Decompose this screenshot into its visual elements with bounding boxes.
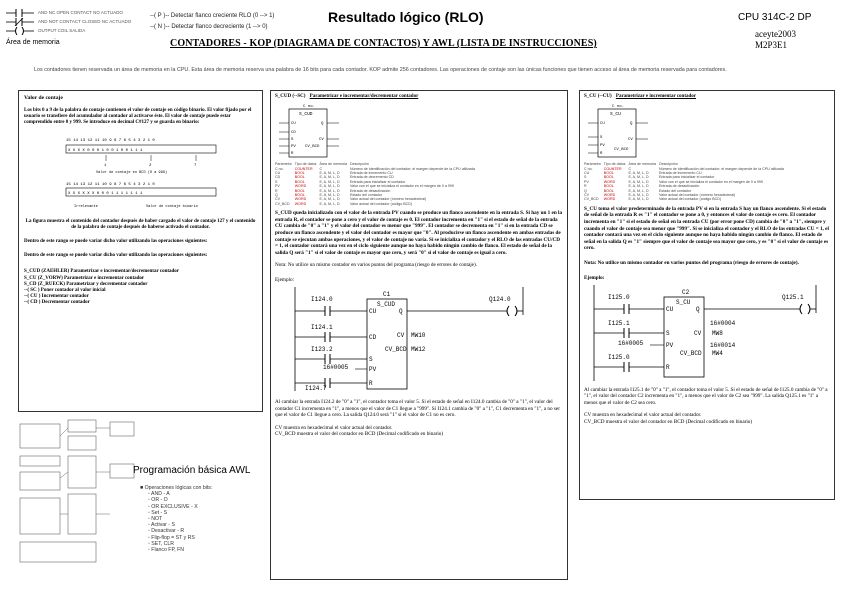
pin-label: CV_BCD	[305, 145, 320, 150]
paragraph: S_CU toma el valor predeterminado de la entrada PV si en la entrada S hay un flanco ascendente. Si el estado de señal de la entrada R es "1" el contador se pone a 0, y entonces el valor de contaje es cero. El contador incrementa en "1" si el estado de señal en la entrada CU (por error pone CD) cambia de "0" a "1", siempre y cuando el valor de contaje sea menor que "999". Si se inicializa el contador y el RLO de las entradas CU = 1, el contador contará una vez en el ciclo siguiente aunque no haya habido ningún cambio de flanco. El estado de señal en la salida Q es "1" siempre que el valor de contaje sea mayor que cero, y es "0" si el valor de contaje es cero.	[584, 205, 829, 252]
cell: C	[628, 166, 632, 171]
list-item-text: AND - A	[151, 491, 170, 498]
cell: BOOL	[603, 175, 614, 180]
block-c-label: C no.	[612, 105, 625, 110]
cell: E, A, M, L, D	[319, 188, 340, 193]
input-address: I125.0	[608, 293, 630, 301]
cell: BOOL	[603, 188, 614, 193]
pin-label: CV	[628, 138, 633, 143]
list-item-text: Desactivar - R	[151, 528, 185, 535]
author: aceyte2003	[755, 29, 796, 39]
list-item-text: Flip-flop = ST y RS	[151, 534, 195, 541]
svg-text:Valor de contaje en BCD (0 a 9: Valor de contaje en BCD (0 a 999)	[96, 170, 168, 175]
input-address: I125.1	[608, 319, 630, 327]
pin-label: CU	[369, 308, 377, 316]
pin-label: CV_BCD	[614, 148, 629, 153]
paragraph: Al cambiar la entrada I125.1 de "0" a "1", el contador toma el valor 5. Si el estado de señal de I125.0 cambia de "0" a "1", el valor del contador C2 incrementa en "1", a menos que el valor de C2 sea "999". La salida Q125.1 es "1" a menos que el valor de C2 sea cero.	[584, 386, 828, 406]
flank-n: --( N )-- Detectar flanco decreciente (1 --> 0)	[150, 24, 268, 30]
list-item: --( CU ) Incrementar contador	[24, 294, 89, 300]
list-item: ◦ OR EXCLUSIVE - X	[148, 503, 198, 510]
list-item-text: Set - S	[151, 509, 168, 516]
pin-label: Q	[630, 122, 633, 127]
cell: WORD	[294, 197, 307, 202]
cell: Entrada para inicializar el contador	[659, 175, 715, 180]
list-item: S_CU (Z_VORW) Parametrizar e incrementar contador	[24, 275, 145, 281]
cell: R	[275, 188, 278, 193]
cell: CD	[275, 175, 281, 180]
pin-label: CV	[319, 138, 324, 143]
input-address: I123.2	[311, 346, 333, 354]
header-cell: Tipo de datos	[603, 162, 626, 167]
intro-text: Los contadores tienen reservada un área de memoria en la CPU. Esta área de memoria reserva una palabra de 16 bits para cada contador. KOP admite 256 contadores. Las operaciones de contaje son las únicas funciones que tienen acceso al área de memoria reservada para contadores.	[34, 67, 727, 73]
cell: Valor actual del contador (código BCD)	[350, 201, 413, 206]
svg-text:X X X X 0 0 0 1 0 0 1 0 0 1 1: X X X X 0 0 0 1 0 0 1 0 0 1 1 1	[68, 148, 143, 153]
svg-text:7: 7	[194, 163, 197, 168]
cell: E, A, M, L, D	[319, 175, 340, 180]
cell: C	[319, 166, 323, 171]
pin-label: R	[666, 363, 670, 371]
svg-text:X X X X X X 0 0 0 1 1 1 1 1 1: X X X X X X 0 0 0 1 1 1 1 1 1 1	[68, 191, 143, 196]
cell: Entrada de incremento CU	[659, 171, 702, 176]
s-cud-panel	[270, 90, 568, 580]
list-item: ◦ Set - S	[148, 509, 168, 516]
list-intro: ■ Operaciones lógicas con bits:	[140, 485, 213, 491]
paragraph: Al cambiar la entrada I124.2 de "0" a "1", el contador toma el valor 5. Si el estado de señal en I124.0 cambia de "0" a "1", el valor del contador C1 incrementa en "1", a menos que el valor de C1 llegue a "999". Si I124.1 cambia de "0" a "1", C1 decrementa en "1", a no ser que el valor de C1 llegue a cero. La salida Q124.0 será "1" si el valor de C1 no es cero.	[275, 399, 560, 419]
cell: E, A, M, L, D	[628, 197, 649, 202]
cell: E, A, M, L, D	[319, 184, 340, 189]
paragraph: Los bits 0 a 9 de la palabra de contaje contienen el valor de contaje en código binario. El valor fijado por el usuario se transfiere del acumulador al contador al activarse éste. El valor de contaje puede estar comprendido entre 0 y 999. Se introduce en decimal C#127 y se guarda en binario:	[24, 108, 252, 126]
cell: Entrada para inicializar el contador	[350, 179, 406, 184]
cell: WORD	[294, 201, 307, 206]
svg-text:15 14 13 12 11 10 9 8 7 6: 15 14 13 12 11 10 9 8 7 6 5 4 3 2 1 0	[66, 138, 155, 143]
pin-label: PV	[291, 145, 296, 150]
table-row	[584, 197, 787, 201]
pin-label: CD	[291, 131, 296, 136]
list-item: ◦ OR - O	[148, 497, 168, 504]
cell: BOOL	[603, 171, 614, 176]
block-name: S_CU	[610, 112, 621, 118]
section-heading	[275, 94, 563, 100]
pin-label: CU	[600, 122, 605, 127]
output-address: Q125.1	[782, 293, 804, 301]
svg-text:2: 2	[149, 163, 152, 168]
input-address: I124.0	[311, 296, 333, 304]
cv-address: MW10	[411, 332, 426, 340]
instruction-desc: Parametrizar e incrementar/decrementar contador	[309, 94, 419, 99]
no-contact-icon	[6, 9, 34, 17]
cell: Valor actual del contador (número hexadecimal)	[350, 197, 427, 202]
pin-label: Q	[696, 305, 700, 313]
preset-value: 16#0005	[323, 364, 349, 372]
svg-text:Valor de contaje binario: Valor de contaje binario	[146, 204, 198, 209]
table-row	[275, 184, 478, 188]
cell: CV	[584, 193, 589, 198]
legend-row-nc	[6, 17, 146, 26]
preset-value: 16#0005	[618, 339, 644, 347]
cell: BOOL	[603, 184, 614, 189]
pin-label: CD	[369, 334, 377, 342]
input-address: I125.0	[608, 353, 630, 361]
header-cell: Área de memoria	[628, 162, 657, 167]
svg-text:15 14 13 12 11 10 9 8 7 6: 15 14 13 12 11 10 9 8 7 6 5 4 3 2 1 0	[66, 182, 155, 187]
cell: Estado del contador	[350, 193, 382, 198]
block-name: S_CUD	[299, 112, 313, 118]
legend-text: AND NC OPEN CONTACT NO ACTUADO	[38, 9, 123, 15]
list-item-text: Flanco FP, FN	[151, 547, 185, 554]
output-address: Q124.0	[489, 296, 511, 304]
list-item: ◦ Flip-flop = ST y RS	[148, 534, 195, 541]
legend-text: AND NOT CONTACT CLOSED NC ACTUADO	[38, 18, 132, 24]
cell: C no.	[275, 166, 284, 171]
cell: Valor actual del contador (código BCD)	[659, 197, 722, 202]
header-cell: Área de memoria	[319, 162, 348, 167]
cv-value: 16#0004	[710, 319, 736, 327]
cv-address: MW8	[712, 329, 723, 337]
list-item: S_CUD (ZAEHLER) Parametrizar e incrementar/decrementar contador	[24, 269, 180, 275]
params-table	[275, 162, 478, 206]
cell: CV_BCD	[275, 201, 290, 206]
pin-label: CV	[694, 329, 702, 337]
group-code: M2P3E1	[755, 40, 788, 50]
s-cu-block-diagram	[588, 102, 668, 160]
cell: Entrada de desactivación	[350, 188, 391, 193]
cell: Número de identificación del contador; el margen depende de la CPU utilizada	[659, 166, 784, 171]
cell: E, A, M, L, D	[628, 184, 649, 189]
header-cell: Parámetro	[584, 162, 601, 167]
list-item-text: OR EXCLUSIVE - X	[151, 503, 198, 510]
cell: COUNTER	[294, 166, 313, 171]
header-cell: Descripción	[350, 162, 369, 167]
cell: E, A, M, L, D	[628, 175, 649, 180]
pin-label: PV	[600, 144, 605, 149]
list-item-text: NOT	[151, 516, 163, 523]
cell: Entrada de incremento CU	[350, 171, 393, 176]
cell: C no.	[584, 166, 593, 171]
pin-label: CU	[666, 305, 674, 313]
coil-icon	[6, 27, 34, 35]
input-address: I124.1	[311, 324, 333, 332]
cell: WORD	[603, 179, 616, 184]
cell: PV	[584, 179, 589, 184]
pin-label: S	[600, 136, 603, 141]
cell: CV_BCD	[584, 197, 599, 202]
paragraph: La figura muestra el contenido del contador después de haber cargado el valor de contaje 127 y el contenido de la palabra de contaje después de haberse activado el contador.	[25, 218, 256, 230]
table-row	[275, 202, 478, 206]
cell: E, A, M, L, D	[628, 193, 649, 198]
header-cell: Parámetro	[275, 162, 292, 167]
list-item: ◦ Flanco FP, FN	[148, 547, 185, 554]
valor-contaje-panel	[18, 90, 263, 412]
flank-p: --( P )-- Detectar flanco creciente RLO (0 --> 1)	[150, 13, 275, 19]
pin-label: PV	[369, 366, 377, 374]
list-item: ◦ Activar - S	[148, 522, 175, 529]
header-cell: Descripción	[659, 162, 678, 167]
pin-label: CV_BCD	[385, 346, 407, 354]
block-name: S_CUD	[377, 301, 396, 309]
cell: S	[275, 179, 278, 184]
cell: Valor actual del contador (número hexadecimal)	[659, 193, 736, 198]
s-cu-panel	[579, 90, 835, 500]
cell: E, A, M, L, D	[319, 197, 340, 202]
cell: BOOL	[294, 188, 305, 193]
pin-label: CV	[397, 332, 405, 340]
cell: WORD	[603, 197, 616, 202]
page-title: Resultado lógico (RLO)	[328, 9, 484, 25]
area-memoria: Área de memoria	[6, 39, 60, 46]
params-table	[584, 162, 787, 202]
cell: CV	[275, 197, 280, 202]
note: Nota: No utilice un mismo contador en varios puntos del programa (riesgo de errores de contaje).	[275, 262, 477, 269]
example-label: Ejemplo:	[275, 277, 295, 284]
pin-label: R	[291, 152, 294, 157]
cell: Entrada de desactivación	[659, 184, 700, 189]
counter-id: C1	[383, 291, 391, 299]
cell: CU	[584, 171, 590, 176]
cell: Valor con el que se inicializa el contador en el margen de 0 a 999	[350, 184, 454, 189]
cvbcd-value: 16#0014	[710, 341, 736, 349]
section-heading: Valor de contaje	[24, 95, 63, 101]
paragraph: CV muestra en hexadecimal el valor actual del contador. CV_BCD muestra el valor del contador en BCD (Decimal codificado en binario)	[275, 424, 444, 438]
list-item: ◦ AND - A	[148, 491, 170, 498]
cell: Entrada de decremento CD	[350, 175, 394, 180]
cell: Número de identificación del contador; el margen depende de la CPU utilizada	[350, 166, 475, 171]
pin-label: S	[291, 138, 294, 143]
paragraph: CV muestra en hexadecimal el valor actual del contador. CV_BCD muestra el valor del contador en BCD (Decimal codificado en binario)	[584, 412, 753, 425]
cell: E, A, M, L, D	[628, 188, 649, 193]
list-intro-text: Operaciones lógicas con bits:	[144, 485, 213, 491]
cell: Q	[584, 188, 587, 193]
pin-label: CU	[291, 122, 296, 127]
counter-id: C2	[682, 288, 690, 296]
paragraph: Dentro de este rango se puede variar dicho valor utilizando las operaciones siguientes:	[24, 239, 208, 245]
paragraph: S_CUD queda inicializado con el valor de la entrada PV cuando se produce un flanco ascendente en la entrada S. Si hay un 1 en la entrada R, el contador se pone a cero y el valor de contaje es 0. El contador incrementa en "1" si el estado de señal de la entrada CU cambia de "0" a "1" y el valor del contador es menor que "999". El contador se decrementa en "1" si en la entrada CD se produce un flanco ascendente y el valor del contador es mayor que "0". Al producirse un flanco ascendente en ambas entradas de contaje se ejecutan ambas operaciones, y el valor de contaje no varía. Si se inicializa el contador y el RLO de las entradas CU/CD = 1, el contador contará una vez en el ciclo siguiente aunque no haya habido ningún cambio de flanco. El estado de señal de la salida Q será "1" si el valor de contaje es mayor que cero, y será "0" si el valor de contaje es igual a cero.	[275, 210, 563, 256]
cpu-label: CPU 314C-2 DP	[738, 12, 812, 23]
cell: Valor con el que se inicializa el contador en el margen de 0 a 999	[659, 179, 763, 184]
input-address: I124.7	[305, 385, 327, 393]
cvbcd-address: MW4	[712, 349, 723, 357]
cell: PV	[275, 184, 280, 189]
list-item-text: Activar - S	[151, 522, 175, 529]
list-item-text: SET, CLR	[151, 540, 175, 547]
note: Nota: No utilice un mismo contador en varios puntos del programa (riesgo de errores de contaje).	[584, 260, 799, 267]
cell: E, A, M, L, D	[319, 179, 340, 184]
s-cud-ladder-example	[275, 285, 555, 393]
awl-title: Programación básica AWL	[133, 465, 251, 476]
list-item: --( CD ) Decrementar contador	[24, 300, 90, 306]
header-cell: Tipo de datos	[294, 162, 317, 167]
cell: BOOL	[294, 193, 305, 198]
cell: WORD	[603, 193, 616, 198]
pin-label: S	[369, 356, 373, 364]
page-subtitle: CONTADORES - KOP (DIAGRAMA DE CONTACTOS) Y AWL (LISTA DE INSTRUCCIONES)	[170, 38, 597, 49]
pin-label: Q	[321, 122, 324, 127]
ops-list	[24, 269, 257, 306]
paragraph: Dentro de este rango se puede variar dicho valor utilizando las operaciones siguientes:	[24, 253, 208, 259]
block-name: S_CU	[676, 298, 691, 306]
pin-label: S	[666, 329, 670, 337]
cell: CU	[275, 171, 281, 176]
cell: S	[584, 175, 587, 180]
memory-area-diagram	[18, 418, 138, 578]
cell: E, A, M, L, D	[628, 179, 649, 184]
cell: BOOL	[294, 179, 305, 184]
legend-text: OUTPUT COIL SALIDA	[38, 27, 86, 33]
cell: Estado del contador	[659, 188, 691, 193]
list-item: ◦ SET, CLR	[148, 540, 175, 547]
cell: E, A, M, L, D	[319, 201, 340, 206]
svg-text:1: 1	[104, 163, 107, 168]
awl-list	[140, 485, 212, 553]
cell: Q	[275, 193, 278, 198]
cell: BOOL	[294, 171, 305, 176]
section-heading	[584, 94, 830, 100]
cell: COUNTER	[603, 166, 622, 171]
pin-label: R	[369, 380, 373, 388]
s-cud-block-diagram	[279, 102, 359, 160]
legend-row-coil	[6, 26, 146, 35]
nc-contact-icon	[6, 18, 34, 26]
instruction-name: S_CUD (--SC)	[275, 94, 306, 99]
cell: E, A, M, L, D	[319, 171, 340, 176]
pin-label: CV_BCD	[680, 349, 702, 357]
list-item-text: OR - O	[151, 497, 168, 504]
block-c-label: C no.	[303, 105, 316, 110]
bit-diagram	[46, 133, 246, 213]
list-item: S_CD (Z_RUECK) Parametrizar y decrementar contador	[24, 281, 148, 287]
legend	[6, 8, 146, 46]
pin-label: Q	[399, 308, 403, 316]
pin-label: R	[600, 152, 603, 157]
list-item: ◦ Desactivar - R	[148, 528, 185, 535]
cell: R	[584, 184, 587, 189]
instruction-name: S_CU (--CU)	[584, 94, 612, 99]
instruction-desc: Parametrizar e incrementar contador	[615, 94, 697, 99]
list-item: ◦ NOT	[148, 516, 163, 523]
example-label: Ejemplo:	[584, 274, 605, 281]
cell: E, A, M, L, D	[628, 171, 649, 176]
s-cu-ladder-example	[584, 283, 830, 383]
cell: WORD	[294, 184, 307, 189]
cell: BOOL	[294, 175, 305, 180]
list-item: --( SC ) Poner contador al valor inicial	[24, 288, 106, 294]
svg-text:Irrelevante: Irrelevante	[74, 204, 98, 209]
cvbcd-address: MW12	[411, 346, 426, 354]
cell: E, A, M, L, D	[319, 193, 340, 198]
pin-label: PV	[666, 341, 674, 349]
legend-row-no	[6, 8, 146, 17]
